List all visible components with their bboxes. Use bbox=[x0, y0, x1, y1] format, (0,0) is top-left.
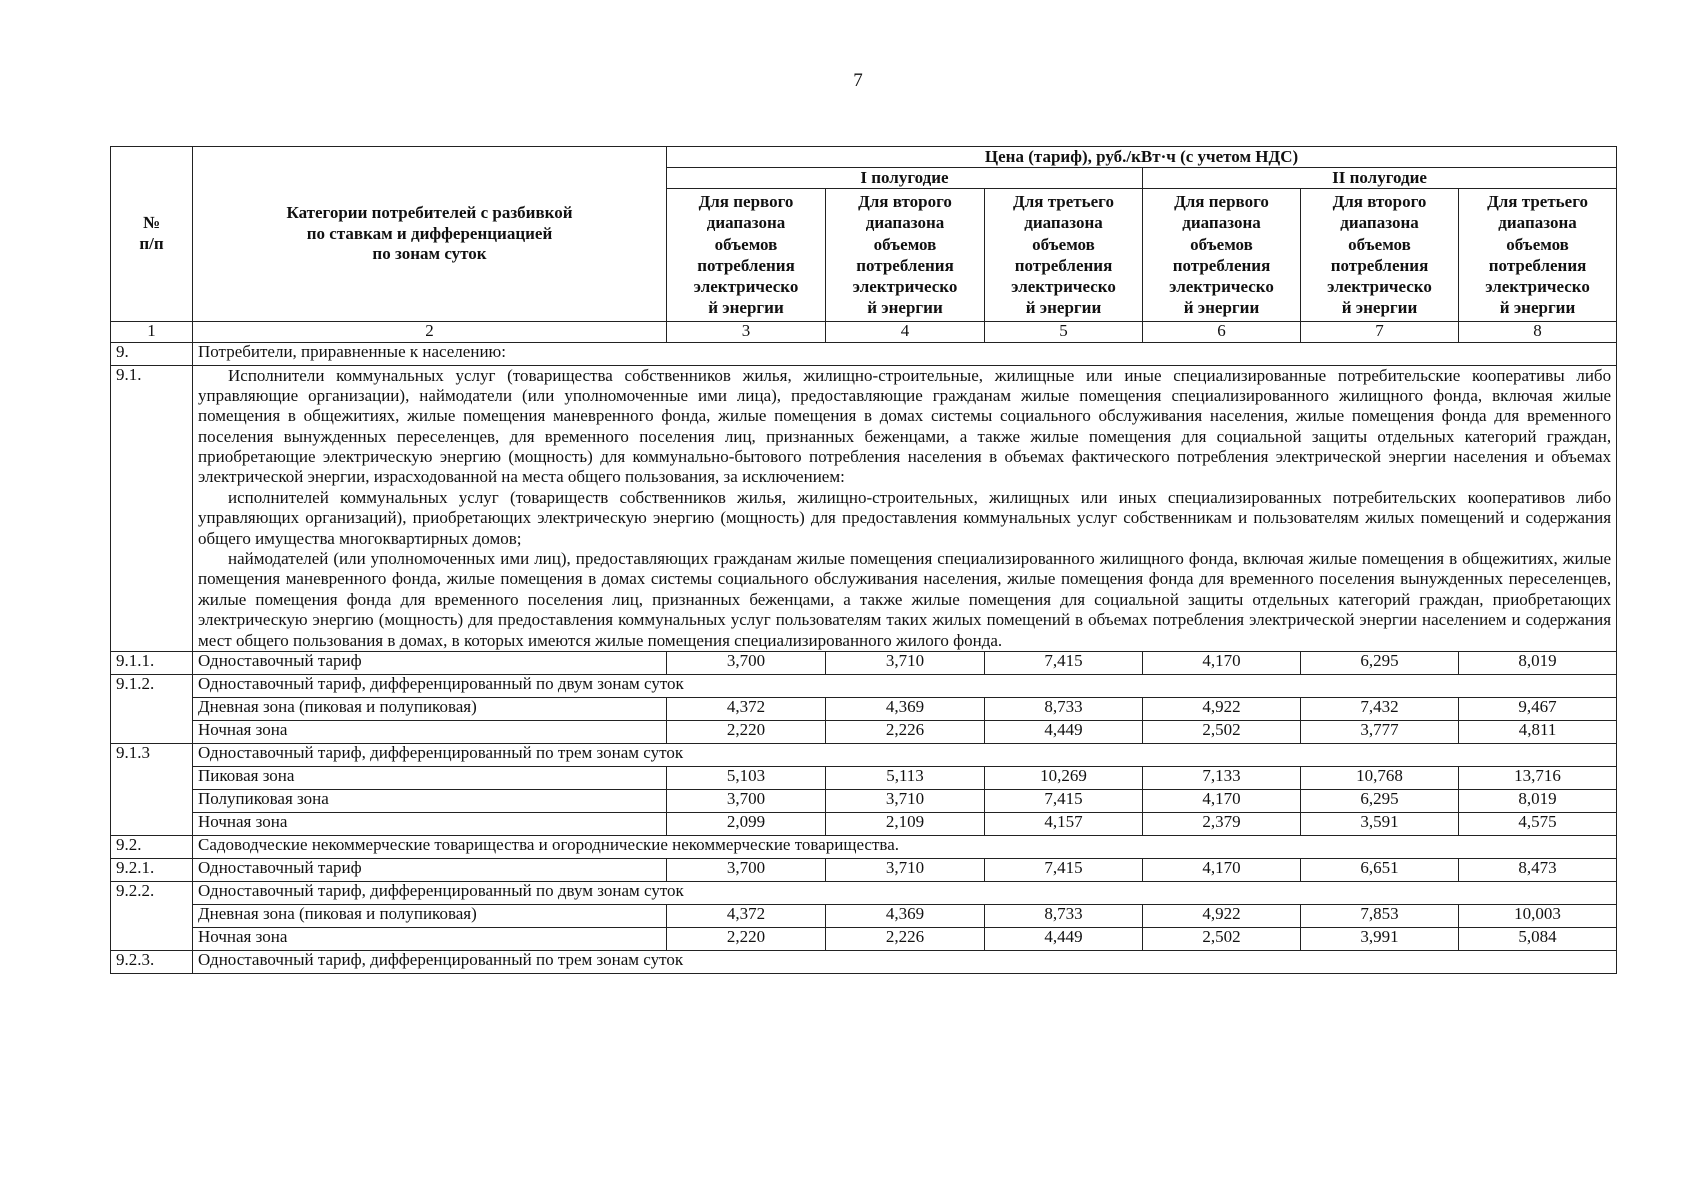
value-cell: 4,170 bbox=[1143, 858, 1301, 881]
column-number: 4 bbox=[826, 321, 985, 342]
value-cell: 7,133 bbox=[1143, 766, 1301, 789]
row-label: Ночная зона bbox=[193, 927, 667, 950]
header-subcol-1: Для первого диапазона объемов потребления электрическо й энергии bbox=[667, 189, 826, 322]
row-label: Ночная зона bbox=[193, 720, 667, 743]
table-row bbox=[111, 789, 1617, 812]
tariff-table bbox=[110, 146, 1617, 974]
value-cell: 2,226 bbox=[826, 720, 985, 743]
header-subcol-6: Для третьего диапазона объемов потребления электрическо й энергии bbox=[1459, 189, 1617, 322]
header-price-title: Цена (тариф), руб./кВт·ч (с учетом НДС) bbox=[667, 147, 1617, 168]
section-row-9-2 bbox=[111, 835, 1617, 858]
table-row bbox=[111, 881, 1617, 904]
value-cell: 10,003 bbox=[1459, 904, 1617, 927]
header-half-2: II полугодие bbox=[1143, 168, 1617, 189]
row-label: Одноставочный тариф, дифференцированный по трем зонам суток bbox=[193, 743, 1617, 766]
value-cell: 6,295 bbox=[1301, 789, 1459, 812]
row-label: Пиковая зона bbox=[193, 766, 667, 789]
value-cell: 3,710 bbox=[826, 651, 985, 674]
value-cell: 4,372 bbox=[667, 904, 826, 927]
row-label: Дневная зона (пиковая и полупиковая) bbox=[193, 904, 667, 927]
value-cell: 8,733 bbox=[985, 697, 1143, 720]
value-cell: 5,103 bbox=[667, 766, 826, 789]
paragraph-cell bbox=[193, 365, 1617, 651]
value-cell: 2,502 bbox=[1143, 927, 1301, 950]
value-cell: 4,157 bbox=[985, 812, 1143, 835]
column-number: 5 bbox=[985, 321, 1143, 342]
header-category: Категории потребителей с разбивкой по ставкам и дифференциацией по зонам суток bbox=[193, 147, 667, 322]
header-subcol-4: Для первого диапазона объемов потребления электрическо й энергии bbox=[1143, 189, 1301, 322]
value-cell: 3,700 bbox=[667, 858, 826, 881]
value-cell: 7,415 bbox=[985, 651, 1143, 674]
row-label: Потребители, приравненные к населению: bbox=[193, 342, 1617, 365]
table-row bbox=[111, 743, 1617, 766]
row-num: 9.2.2. bbox=[111, 881, 193, 950]
value-cell: 4,372 bbox=[667, 697, 826, 720]
row-label: Полупиковая зона bbox=[193, 789, 667, 812]
header-num: № п/п bbox=[111, 147, 193, 322]
row-num: 9.1.3 bbox=[111, 743, 193, 835]
value-cell: 8,733 bbox=[985, 904, 1143, 927]
row-num: 9.2.1. bbox=[111, 858, 193, 881]
value-cell: 4,811 bbox=[1459, 720, 1617, 743]
value-cell: 4,922 bbox=[1143, 697, 1301, 720]
table-row bbox=[111, 697, 1617, 720]
value-cell: 3,710 bbox=[826, 858, 985, 881]
row-num: 9.1. bbox=[111, 365, 193, 651]
value-cell: 3,700 bbox=[667, 651, 826, 674]
table-row bbox=[111, 904, 1617, 927]
row-label: Одноставочный тариф bbox=[193, 651, 667, 674]
value-cell: 2,379 bbox=[1143, 812, 1301, 835]
row-label: Одноставочный тариф, дифференцированный по трем зонам суток bbox=[193, 950, 1617, 973]
column-number: 1 bbox=[111, 321, 193, 342]
table-row bbox=[111, 674, 1617, 697]
value-cell: 5,113 bbox=[826, 766, 985, 789]
value-cell: 3,991 bbox=[1301, 927, 1459, 950]
value-cell: 4,449 bbox=[985, 927, 1143, 950]
value-cell: 4,449 bbox=[985, 720, 1143, 743]
row-label: Садоводческие некоммерческие товарищества и огороднические некоммерческие товарищества. bbox=[193, 835, 1617, 858]
value-cell: 7,415 bbox=[985, 789, 1143, 812]
column-number: 7 bbox=[1301, 321, 1459, 342]
paragraph: Исполнители коммунальных услуг (товарищества собственников жилья, жилищно-строительные, жилищные или иные специализированные потребительские кооперативы либо управляющие организации), наймодатели (или уполномоченные ими лица), предоставляющие гражданам жилые помещения специализированного жилищного фонда, включая жилые помещения в общежитиях, жилые помещения маневренного фонда, жилые помещения в домах системы социального обслуживания населения, жилые помещения фонда для временного поселения вынужденных переселенцев, для временного поселения лиц, признанных беженцами, а также жилые помещения для социальной защиты отдельных категорий граждан, приобретающие электрическую энергию (мощность) для коммунально-бытового потребления населения в объемах фактического потребления электрической энергии населения и объемах электрической энергии, израсходованной на места общего пользования, за исключением: bbox=[198, 365, 1612, 487]
header-subcol-5: Для второго диапазона объемов потребления электрическо й энергии bbox=[1301, 189, 1459, 322]
value-cell: 8,019 bbox=[1459, 651, 1617, 674]
table-row bbox=[111, 858, 1617, 881]
row-num: 9.2.3. bbox=[111, 950, 193, 973]
value-cell: 4,369 bbox=[826, 697, 985, 720]
value-cell: 4,170 bbox=[1143, 651, 1301, 674]
column-number: 6 bbox=[1143, 321, 1301, 342]
value-cell: 2,099 bbox=[667, 812, 826, 835]
page-number: 7 bbox=[853, 70, 863, 91]
section-row-9 bbox=[111, 342, 1617, 365]
row-num: 9.1.2. bbox=[111, 674, 193, 743]
table-row bbox=[111, 927, 1617, 950]
table-row bbox=[111, 812, 1617, 835]
value-cell: 3,591 bbox=[1301, 812, 1459, 835]
row-label: Ночная зона bbox=[193, 812, 667, 835]
value-cell: 6,295 bbox=[1301, 651, 1459, 674]
column-number: 3 bbox=[667, 321, 826, 342]
value-cell: 8,019 bbox=[1459, 789, 1617, 812]
row-label: Одноставочный тариф, дифференцированный по двум зонам суток bbox=[193, 881, 1617, 904]
value-cell: 13,716 bbox=[1459, 766, 1617, 789]
value-cell: 2,109 bbox=[826, 812, 985, 835]
header-subcol-3: Для третьего диапазона объемов потребления электрическо й энергии bbox=[985, 189, 1143, 322]
value-cell: 7,432 bbox=[1301, 697, 1459, 720]
value-cell: 2,220 bbox=[667, 720, 826, 743]
value-cell: 6,651 bbox=[1301, 858, 1459, 881]
header-half-1: I полугодие bbox=[667, 168, 1143, 189]
table-row bbox=[111, 950, 1617, 973]
column-number: 8 bbox=[1459, 321, 1617, 342]
value-cell: 4,575 bbox=[1459, 812, 1617, 835]
row-label: Одноставочный тариф, дифференцированный по двум зонам суток bbox=[193, 674, 1617, 697]
section-row-9-1 bbox=[111, 365, 1617, 651]
column-numbers-row bbox=[111, 321, 1617, 342]
value-cell: 3,710 bbox=[826, 789, 985, 812]
header-subcol-2: Для второго диапазона объемов потребления электрическо й энергии bbox=[826, 189, 985, 322]
value-cell: 2,226 bbox=[826, 927, 985, 950]
row-label: Одноставочный тариф bbox=[193, 858, 667, 881]
value-cell: 8,473 bbox=[1459, 858, 1617, 881]
value-cell: 7,415 bbox=[985, 858, 1143, 881]
paragraph: исполнителей коммунальных услуг (товариществ собственников жилья, жилищно-строительных, жилищных или иных специализированных потребительских кооперативов либо управляющих организаций), приобретающих электрическую энергию (мощность) для предоставления коммунальных услуг собственникам и пользователям жилых помещений и содержания общего имущества многоквартирных домов; bbox=[198, 487, 1612, 548]
value-cell: 4,922 bbox=[1143, 904, 1301, 927]
row-num: 9.2. bbox=[111, 835, 193, 858]
header-row-1 bbox=[111, 147, 1617, 168]
table-row bbox=[111, 720, 1617, 743]
value-cell: 3,700 bbox=[667, 789, 826, 812]
value-cell: 7,853 bbox=[1301, 904, 1459, 927]
value-cell: 2,502 bbox=[1143, 720, 1301, 743]
value-cell: 5,084 bbox=[1459, 927, 1617, 950]
value-cell: 3,777 bbox=[1301, 720, 1459, 743]
value-cell: 4,170 bbox=[1143, 789, 1301, 812]
value-cell: 2,220 bbox=[667, 927, 826, 950]
value-cell: 4,369 bbox=[826, 904, 985, 927]
value-cell: 10,269 bbox=[985, 766, 1143, 789]
paragraph: наймодателей (или уполномоченных ими лиц), предоставляющих гражданам жилые помещения специализированного жилищного фонда, включая жилые помещения в общежитиях, жилые помещения маневренного фонда, жилые помещения в домах системы социального обслуживания населения, жилые помещения фонда для временного поселения вынужденных переселенцев, жилые помещения фонда для временного поселения лиц, признанных беженцами, а также жилые помещения для социальной защиты отдельных категорий граждан, приобретающих электрическую энергию (мощность) для предоставления коммунальных услуг пользователям таких жилых помещений в объемах потребления электрической энергии населением и содержания мест общего пользования в домах, в которых имеются жилые помещения специализированного жилого фонда. bbox=[198, 549, 1612, 650]
row-label: Дневная зона (пиковая и полупиковая) bbox=[193, 697, 667, 720]
table-row bbox=[111, 766, 1617, 789]
column-number: 2 bbox=[193, 321, 667, 342]
row-num: 9. bbox=[111, 342, 193, 365]
value-cell: 9,467 bbox=[1459, 697, 1617, 720]
table-row bbox=[111, 651, 1617, 674]
value-cell: 10,768 bbox=[1301, 766, 1459, 789]
row-num: 9.1.1. bbox=[111, 651, 193, 674]
